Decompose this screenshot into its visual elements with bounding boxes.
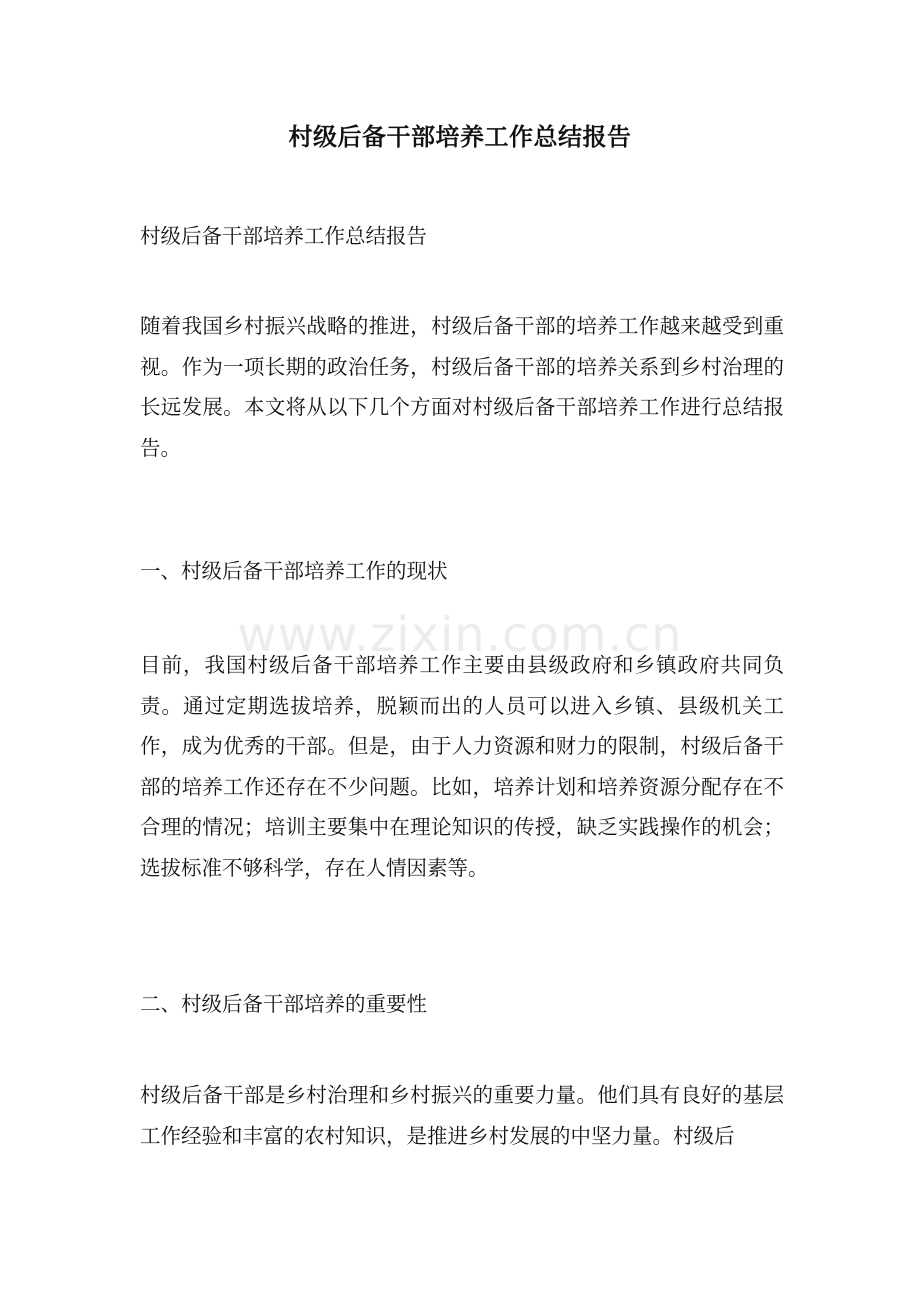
intro-paragraph: 随着我国乡村振兴战略的推进，村级后备干部的培养工作越来越受到重视。作为一项长期的政治任务，村级后备干部的培养关系到乡村治理的长远发展。本文将从以下几个方面对村级后备干部培养工作进行总结报告。 bbox=[140, 314, 784, 460]
section-heading-current-status: 一、村级后备干部培养工作的现状 bbox=[140, 559, 448, 583]
section-body-importance: 村级后备干部是乡村治理和乡村振兴的重要力量。他们具有良好的基层工作经验和丰富的农村知识，是推进乡村发展的中坚力量。村级后 bbox=[140, 1083, 784, 1148]
section-heading-importance: 二、村级后备干部培养的重要性 bbox=[140, 992, 427, 1016]
section-body-current-status: 目前，我国村级后备干部培养工作主要由县级政府和乡镇政府共同负责。通过定期选拔培养，脱颖而出的人员可以进入乡镇、县级机关工作，成为优秀的干部。但是，由于人力资源和财力的限制，村级后备干部的培养工作还存在不少问题。比如，培养计划和培养资源分配存在不合理的情况；培训主要集中在理论知识的传授，缺乏实践操作的机会；选拔标准不够科学，存在人情因素等。 bbox=[140, 653, 784, 880]
document-title: 村级后备干部培养工作总结报告 bbox=[288, 122, 632, 151]
document-subtitle: 村级后备干部培养工作总结报告 bbox=[140, 224, 427, 248]
watermark: www.zixin.com.cn bbox=[237, 607, 683, 663]
